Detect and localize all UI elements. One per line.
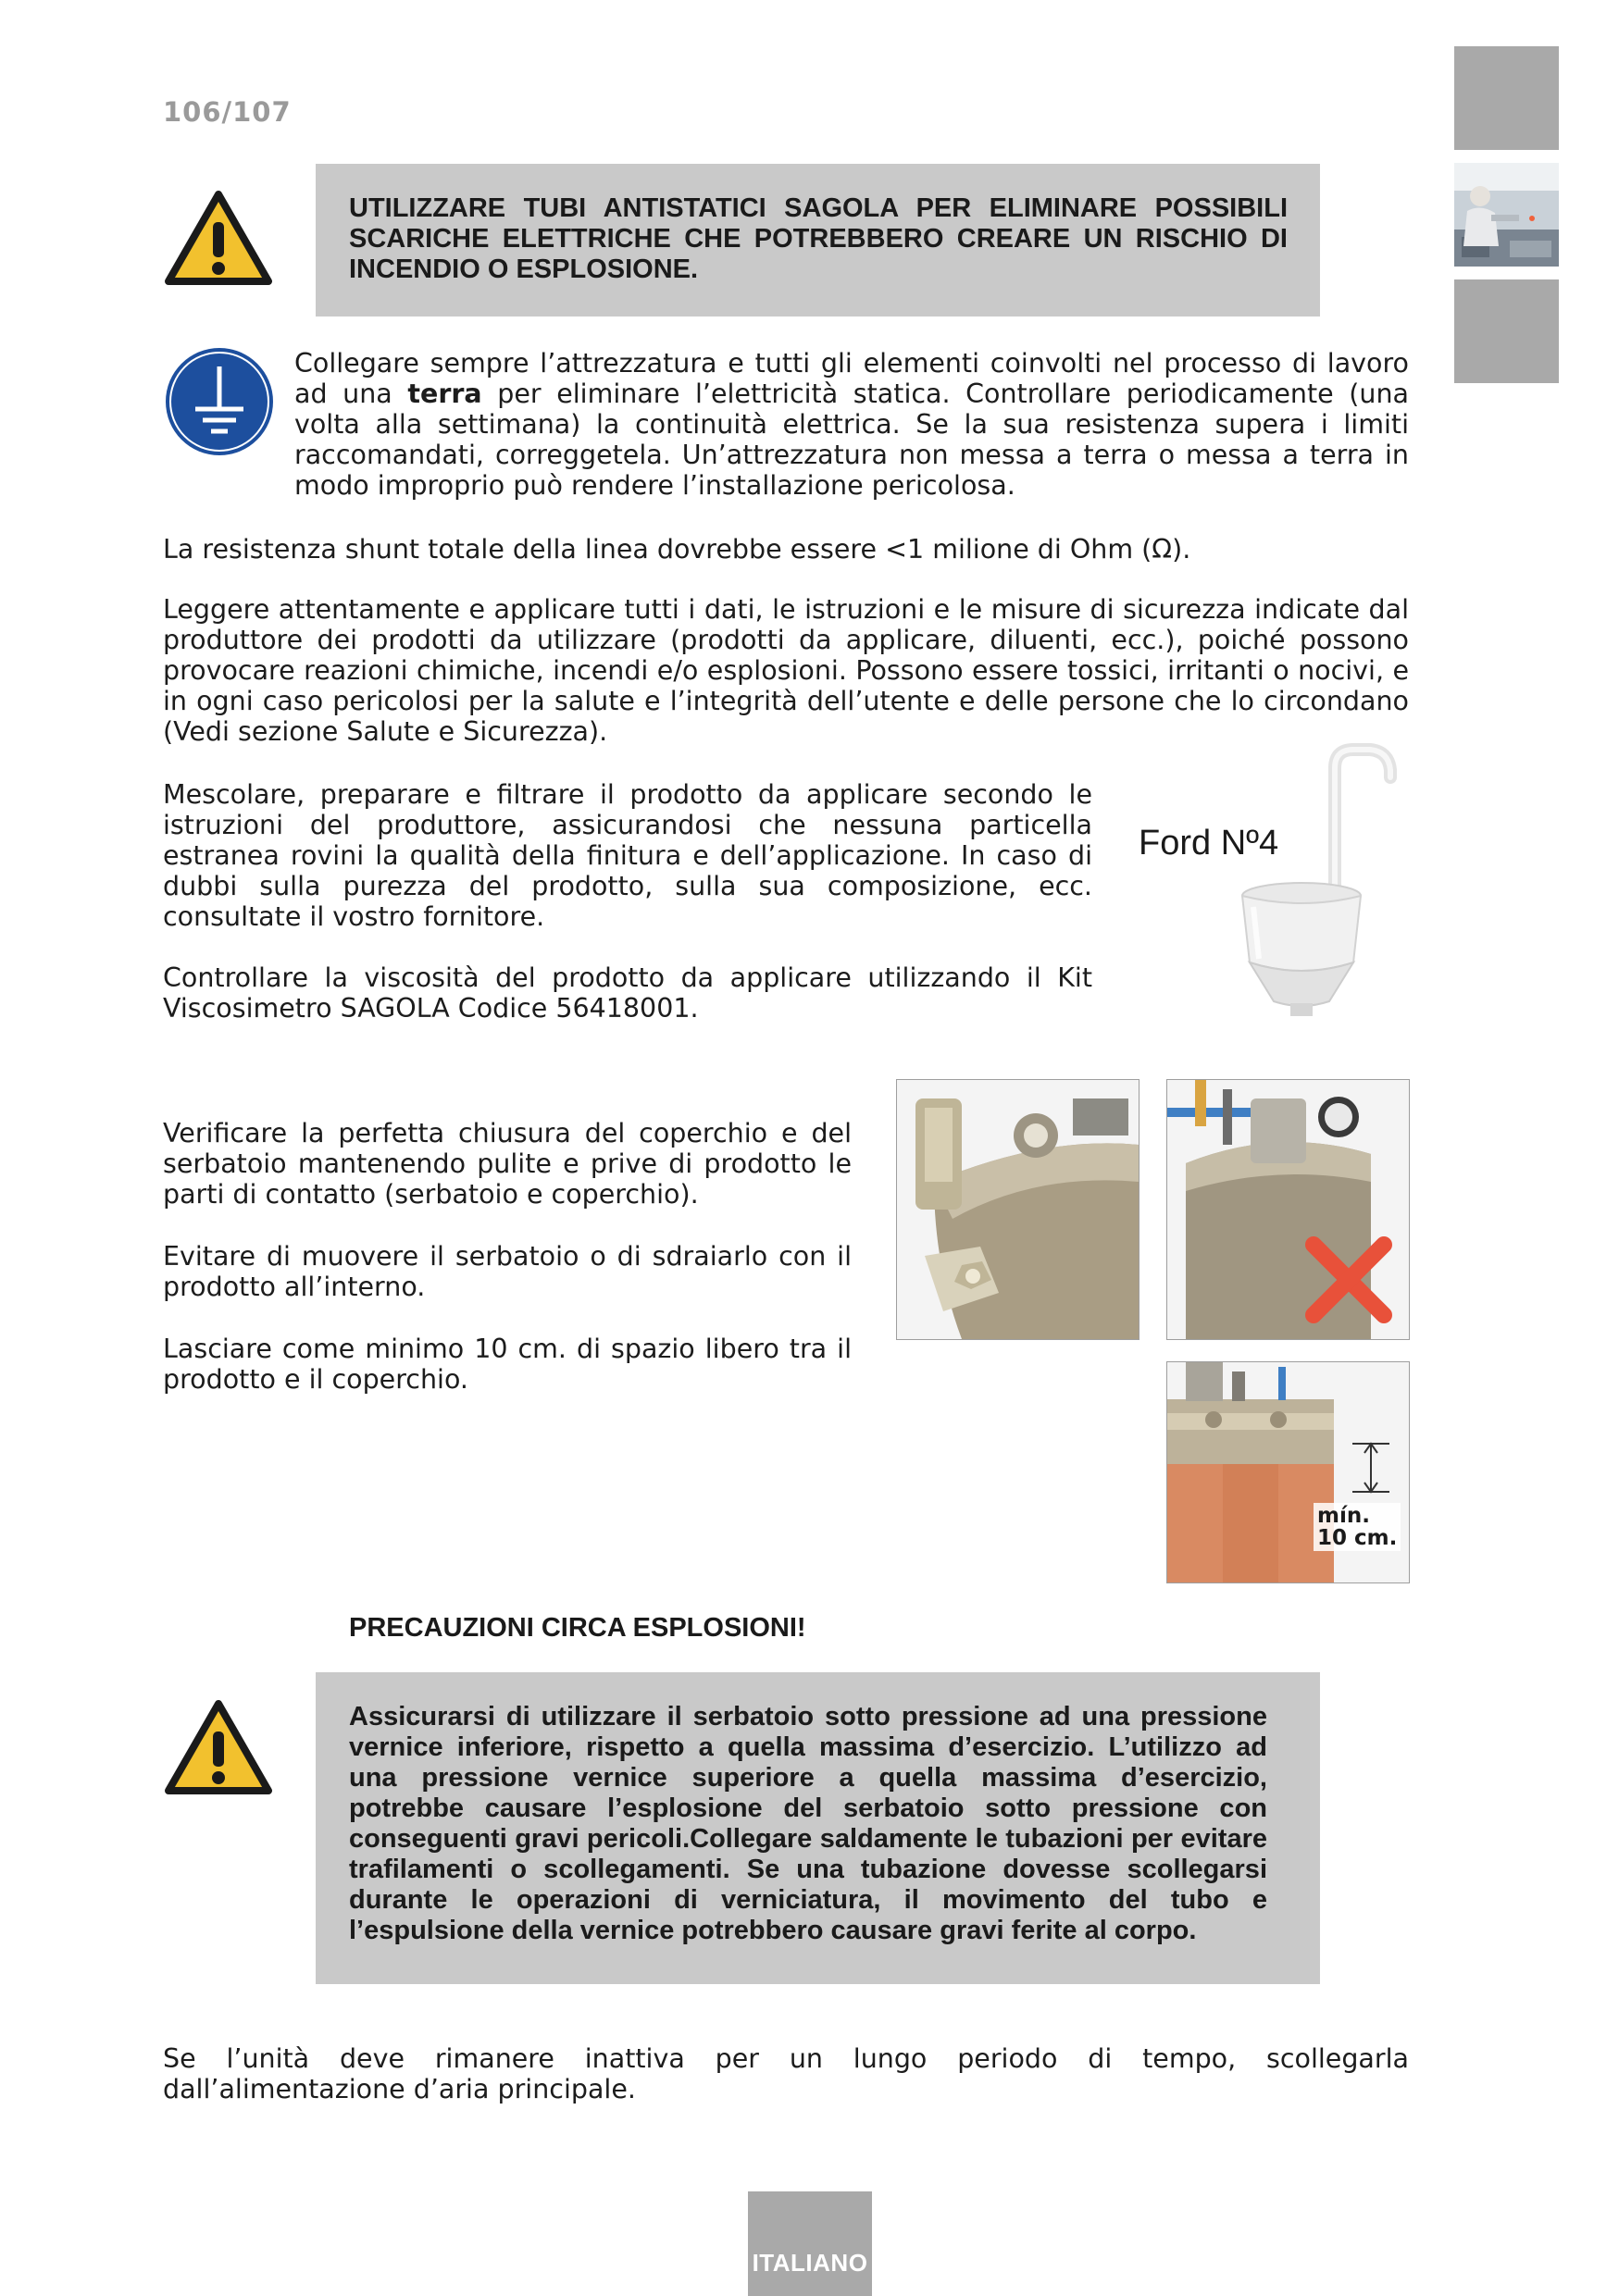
clearance-label <box>1314 1503 1401 1551</box>
safety-paragraph: Leggere attentamente e applicare tutti i dati, le istruzioni e le misure di sicurezza indicate dal produttore dei prodotti da utilizzare (prodotti da applicare, diluenti, ecc.), poiché possono provocare reazioni chimiche, incendi e/o esplosioni. Possono essere tossici, irritanti o nocivi, e in ogni caso pericolosi per la salute e l’integrità dell’utente e delle persone che lo circondano (Vedi sezione Salute e Sicurezza). <box>163 594 1409 747</box>
earth-paragraph <box>294 348 1409 501</box>
explosion-heading: PRECAUZIONI CIRCA ESPLOSIONI! <box>349 1613 806 1643</box>
space-paragraph: Lasciare come minimo 10 cm. di spazio libero tra il prodotto e il coperchio. <box>163 1334 852 1395</box>
lid-paragraph: Verificare la perfetta chiusura del coperchio e del serbatoio mantenendo pulite e prive di prodotto le parti di contatto (serbatoio e coperchio). <box>163 1118 852 1210</box>
lid-closure-figure <box>896 1079 1140 1340</box>
earth-paragraph-bold: terra <box>407 379 482 409</box>
language-label: ITALIANO <box>752 2249 868 2277</box>
mix-paragraph: Mescolare, preparare e filtrare il prodotto da applicare secondo le istruzioni del produttore, assicurandosi che nessuna particella estranea rovini la qualità della finitura e dell’applicazione. In caso di dubbi sulla purezza del prodotto, sulla sua composizione, ecc. consultate il vostro fornitore. <box>163 779 1092 932</box>
tank-wrong-figure <box>1166 1079 1410 1340</box>
side-tab-photo <box>1454 163 1559 267</box>
side-tab-top <box>1454 46 1559 150</box>
clearance-label-line2: 10 cm. <box>1317 1526 1398 1550</box>
language-tab <box>748 2191 872 2296</box>
warning-triangle-icon <box>163 189 274 287</box>
tank-clearance-figure <box>1166 1361 1410 1583</box>
final-paragraph: Se l’unità deve rimanere inattiva per un lungo periodo di tempo, scollegarla dall’alimentazione d’aria principale. <box>163 2043 1409 2104</box>
warning-box-explosion <box>316 1672 1320 1984</box>
page-number: 106/107 <box>163 96 292 128</box>
earth-paragraph-text-2: per eliminare l’elettricità statica. Controllare periodicamente (una volta alla settimana) la continuità elettrica. Se la sua resistenza supera i limiti raccomandati, correggetela. Un’attrezzatura non messa a terra o messa a terra in modo improprio può rendere l’installazione pericolosa. <box>294 379 1410 501</box>
earth-paragraph-text-1: Collegare sempre l’attrezzatura e tutti gli elementi coinvolti nel processo di lavoro ad una <box>294 348 1409 409</box>
viscosity-paragraph: Controllare la viscosità del prodotto da applicare utilizzando il Kit Viscosimetro SAGOLA Codice 56418001. <box>163 962 1092 1024</box>
resistance-paragraph: La resistenza shunt totale della linea dovrebbe essere <1 milione di Ohm (Ω). <box>163 534 1191 565</box>
warning-text-antistatic: UTILIZZARE TUBI ANTISTATICI SAGOLA PER ELIMINARE POSSIBILI SCARICHE ELETTRICHE CHE POTREBBERO CREARE UN RISCHIO DI INCENDIO O ESPLOSIONE. <box>349 193 1288 284</box>
ford-cup-label: Ford Nº4 <box>1139 824 1279 863</box>
warning-text-explosion: Assicurarsi di utilizzare il serbatoio sotto pressione ad una pressione vernice inferiore, rispetto a quella massima d’esercizio. L’utilizzo ad una pressione vernice superiore a quella massima d’esercizio, potrebbe causare l’esplosione del serbatoio sotto pressione con conseguenti gravi pericoli.Collegare saldamente le tubazioni per evitare trafilamenti o scollegamenti. Se una tubazione dovesse scollegarsi durante le operazioni di verniciatura, il movimento del tubo e l’espulsione della vernice potrebbero causare gravi ferite al corpo. <box>349 1702 1267 1945</box>
ford-cup-icon <box>1231 740 1407 1036</box>
clearance-label-line1: mín. <box>1317 1504 1370 1528</box>
warning-triangle-icon <box>163 1698 274 1796</box>
earth-ground-icon <box>164 346 275 457</box>
warning-box-antistatic <box>316 164 1320 316</box>
red-cross-icon <box>1304 1235 1393 1324</box>
side-tab-bottom <box>1454 279 1559 383</box>
move-paragraph: Evitare di muovere il serbatoio o di sdraiarlo con il prodotto all’interno. <box>163 1241 852 1302</box>
